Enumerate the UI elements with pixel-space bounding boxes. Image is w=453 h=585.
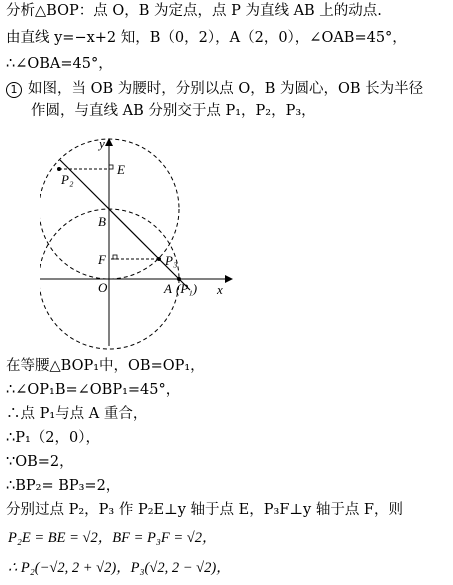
- line-perpendiculars: 分别过点 P₂，P₃ 作 P₂E⊥y 轴于点 E，P₃F⊥y 轴于点 F，则: [6, 502, 403, 518]
- line-coincide: ∴点 P₁与点 A 重合，: [6, 406, 148, 422]
- line-sqrt-lengths: P₂E = BE = √2，BF = P₃F = √2，: [8, 530, 217, 546]
- label-b: B: [98, 214, 106, 229]
- right-angle-e: [109, 165, 113, 169]
- line-case-one-cont: 作圆，与直线 AB 分别交于点 P₁，P₂，P₃，: [31, 103, 316, 119]
- line-bp-length: ∴BP₂= BP₃=2，: [6, 478, 121, 494]
- line-case-one: [6, 80, 423, 98]
- line-analysis: 分析△BOP：点 O，B 为定点，点 P 为直线 AB 上的动点.: [6, 3, 382, 19]
- label-f: F: [98, 252, 106, 267]
- case-one-text: 如图，当 OB 为腰时，分别以点 O，B 为圆心，OB 长为半径: [28, 81, 424, 97]
- label-p2: P₂: [61, 172, 74, 187]
- label-e: E: [117, 162, 125, 177]
- label-p3: P₃: [165, 253, 178, 268]
- line-p1-coord: ∴P₁（2，0），: [6, 430, 100, 446]
- line-angle-oba: ∴∠OBA=45°，: [6, 56, 113, 72]
- line-isosceles: 在等腰△BOP₁中，OB=OP₁，: [6, 358, 205, 374]
- x-axis-arrow: [225, 275, 233, 283]
- geometry-figure: [40, 134, 240, 354]
- line-line-info: 由直线 y=−x+2 知，B（0，2），A（2，0），∠OAB=45°，: [6, 30, 407, 46]
- line-ab: [60, 160, 190, 290]
- label-o: O: [98, 280, 108, 295]
- point-p3: [157, 257, 161, 261]
- case-number: 1: [6, 82, 22, 98]
- line-ob-length: ∵OB=2，: [6, 454, 74, 470]
- point-p2: [57, 167, 61, 171]
- line-p2-p3-coords: ∴ P₂(−√2, 2 + √2)，P₃(√2, 2 − √2)，: [8, 560, 231, 576]
- label-p1: (P₁): [176, 281, 198, 296]
- label-x: x: [217, 282, 223, 297]
- label-y: y: [99, 136, 105, 151]
- label-a: A: [164, 281, 172, 296]
- right-angle-f: [113, 255, 117, 259]
- line-angles-45: ∴∠OP₁B=∠OBP₁=45°，: [6, 382, 181, 398]
